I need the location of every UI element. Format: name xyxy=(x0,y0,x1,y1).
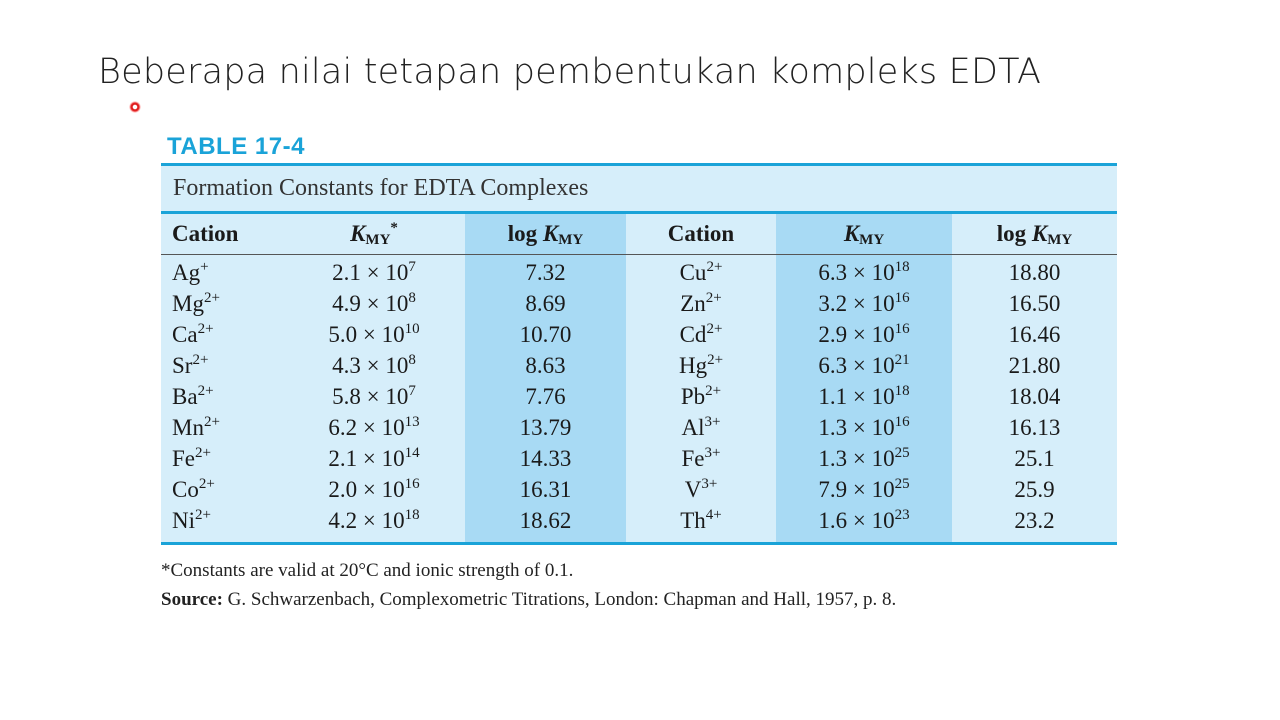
kmy-cell: $5.0 \times 10^{10}$ xyxy=(328,320,420,347)
table-row xyxy=(161,319,1117,350)
cation-cell: $Cd^{2+}$ xyxy=(679,320,723,347)
kmy-cell: $2.0 \times 10^{16}$ xyxy=(328,475,420,502)
table-footnote: *Constants are valid at 20°C and ionic strength of 0.1. xyxy=(161,560,574,581)
kmy-cell: $7.9 \times 10^{25}$ xyxy=(818,475,910,502)
cation-cell: $Th^{4+}$ xyxy=(680,506,722,533)
kmy-cell: $3.2 \times 10^{16}$ xyxy=(818,289,910,316)
logk-cell: 10.70 xyxy=(519,321,572,347)
formation-constants-table xyxy=(161,163,1117,545)
cation-cell: Ag+ xyxy=(172,258,209,285)
cation-cell: $V^{3+}$ xyxy=(684,475,718,502)
cation-cell: $Ba^{2+}$ xyxy=(172,382,214,409)
header-logk-2: $\log K_{MY}$ xyxy=(952,214,1117,255)
table-row xyxy=(161,288,1117,319)
table-bottom-rule xyxy=(161,542,1117,545)
kmy-cell: $2.1 \times 10^{14}$ xyxy=(328,444,420,471)
logk-cell: 7.76 xyxy=(525,383,566,409)
kmy-cell: $1.6 \times 10^{23}$ xyxy=(818,506,910,533)
cation-cell: $Hg^{2+}$ xyxy=(678,351,724,378)
logk-cell: 16.13 xyxy=(1008,414,1061,440)
logk-cell: 25.1 xyxy=(1014,445,1055,471)
kmy-cell: $6.3 \times 10^{21}$ xyxy=(818,351,910,378)
kmy-cell: $4.9 \times 10^8$ xyxy=(332,289,416,316)
data-table xyxy=(161,214,1117,542)
kmy-cell: $5.8 \times 10^7$ xyxy=(332,382,416,409)
logk-cell: 23.2 xyxy=(1014,507,1055,533)
logk-cell: 16.31 xyxy=(519,476,572,502)
header-row xyxy=(161,214,1117,255)
table-row xyxy=(161,350,1117,381)
logk-cell: 25.9 xyxy=(1014,476,1055,502)
cation-cell: $Ni^{2+}$ xyxy=(172,506,211,533)
kmy-cell: $2.9 \times 10^{16}$ xyxy=(818,320,910,347)
kmy-cell: $6.2 \times 10^{13}$ xyxy=(328,413,420,440)
kmy-cell: $1.3 \times 10^{25}$ xyxy=(818,444,910,471)
slide-title: Beberapa nilai tetapan pembentukan kompleks EDTA xyxy=(98,52,1042,92)
header-logk-1: $\log K_{MY}$ xyxy=(465,214,626,255)
kmy-cell: $4.3 \times 10^8$ xyxy=(332,351,416,378)
header-kmy-2: $K_{MY}$ xyxy=(776,214,952,255)
logk-cell: 8.69 xyxy=(525,290,566,316)
kmy-cell: $1.1 \times 10^{18}$ xyxy=(818,382,910,409)
laser-pointer-icon xyxy=(129,101,141,113)
kmy-cell: $1.3 \times 10^{16}$ xyxy=(818,413,910,440)
cation-cell: $Co^{2+}$ xyxy=(172,475,215,502)
cation-cell: $Mn^{2+}$ xyxy=(172,413,220,440)
logk-cell: 21.80 xyxy=(1008,352,1061,378)
logk-cell: 13.79 xyxy=(519,414,572,440)
cation-cell: $Mg^{2+}$ xyxy=(172,289,220,316)
header-kmy-1: $K_{MY}^*$ xyxy=(283,214,465,255)
table-label: TABLE 17-4 xyxy=(167,133,305,160)
logk-cell: 14.33 xyxy=(519,445,572,471)
logk-cell: 18.80 xyxy=(1008,259,1061,285)
table-row xyxy=(161,474,1117,505)
table-row xyxy=(161,381,1117,412)
header-cation-2: Cation xyxy=(626,214,776,255)
logk-cell: 8.63 xyxy=(525,352,566,378)
cation-cell: $Zn^{2+}$ xyxy=(680,289,722,316)
table-caption: Formation Constants for EDTA Complexes xyxy=(161,166,1117,211)
cation-cell: $Al^{3+}$ xyxy=(681,413,721,440)
logk-cell: 18.62 xyxy=(519,507,572,533)
table-row xyxy=(161,255,1117,289)
kmy-cell: $4.2 \times 10^{18}$ xyxy=(328,506,420,533)
cation-cell: $Fe^{3+}$ xyxy=(681,444,721,471)
cation-cell: $Fe^{2+}$ xyxy=(172,444,211,471)
kmy-cell: $6.3 \times 10^{18}$ xyxy=(818,258,910,285)
header-cation-1: Cation xyxy=(161,214,283,255)
table-row xyxy=(161,505,1117,542)
cation-cell: $Sr^{2+}$ xyxy=(172,351,209,378)
logk-cell: 16.46 xyxy=(1008,321,1061,347)
logk-cell: 7.32 xyxy=(525,259,566,285)
logk-cell: 18.04 xyxy=(1008,383,1061,409)
table-row xyxy=(161,412,1117,443)
cation-cell: $Pb^{2+}$ xyxy=(680,382,722,409)
cation-cell: $Cu^{2+}$ xyxy=(679,258,723,285)
cation-cell: $Ca^{2+}$ xyxy=(172,320,214,347)
table-body xyxy=(161,255,1117,543)
table-row xyxy=(161,443,1117,474)
logk-cell: 16.50 xyxy=(1008,290,1061,316)
table-source: Source: G. Schwarzenbach, Complexometric Titrations, London: Chapman and Hall, 1957, p. 8. xyxy=(161,589,897,610)
kmy-cell: $2.1 \times 10^7$ xyxy=(332,258,416,285)
